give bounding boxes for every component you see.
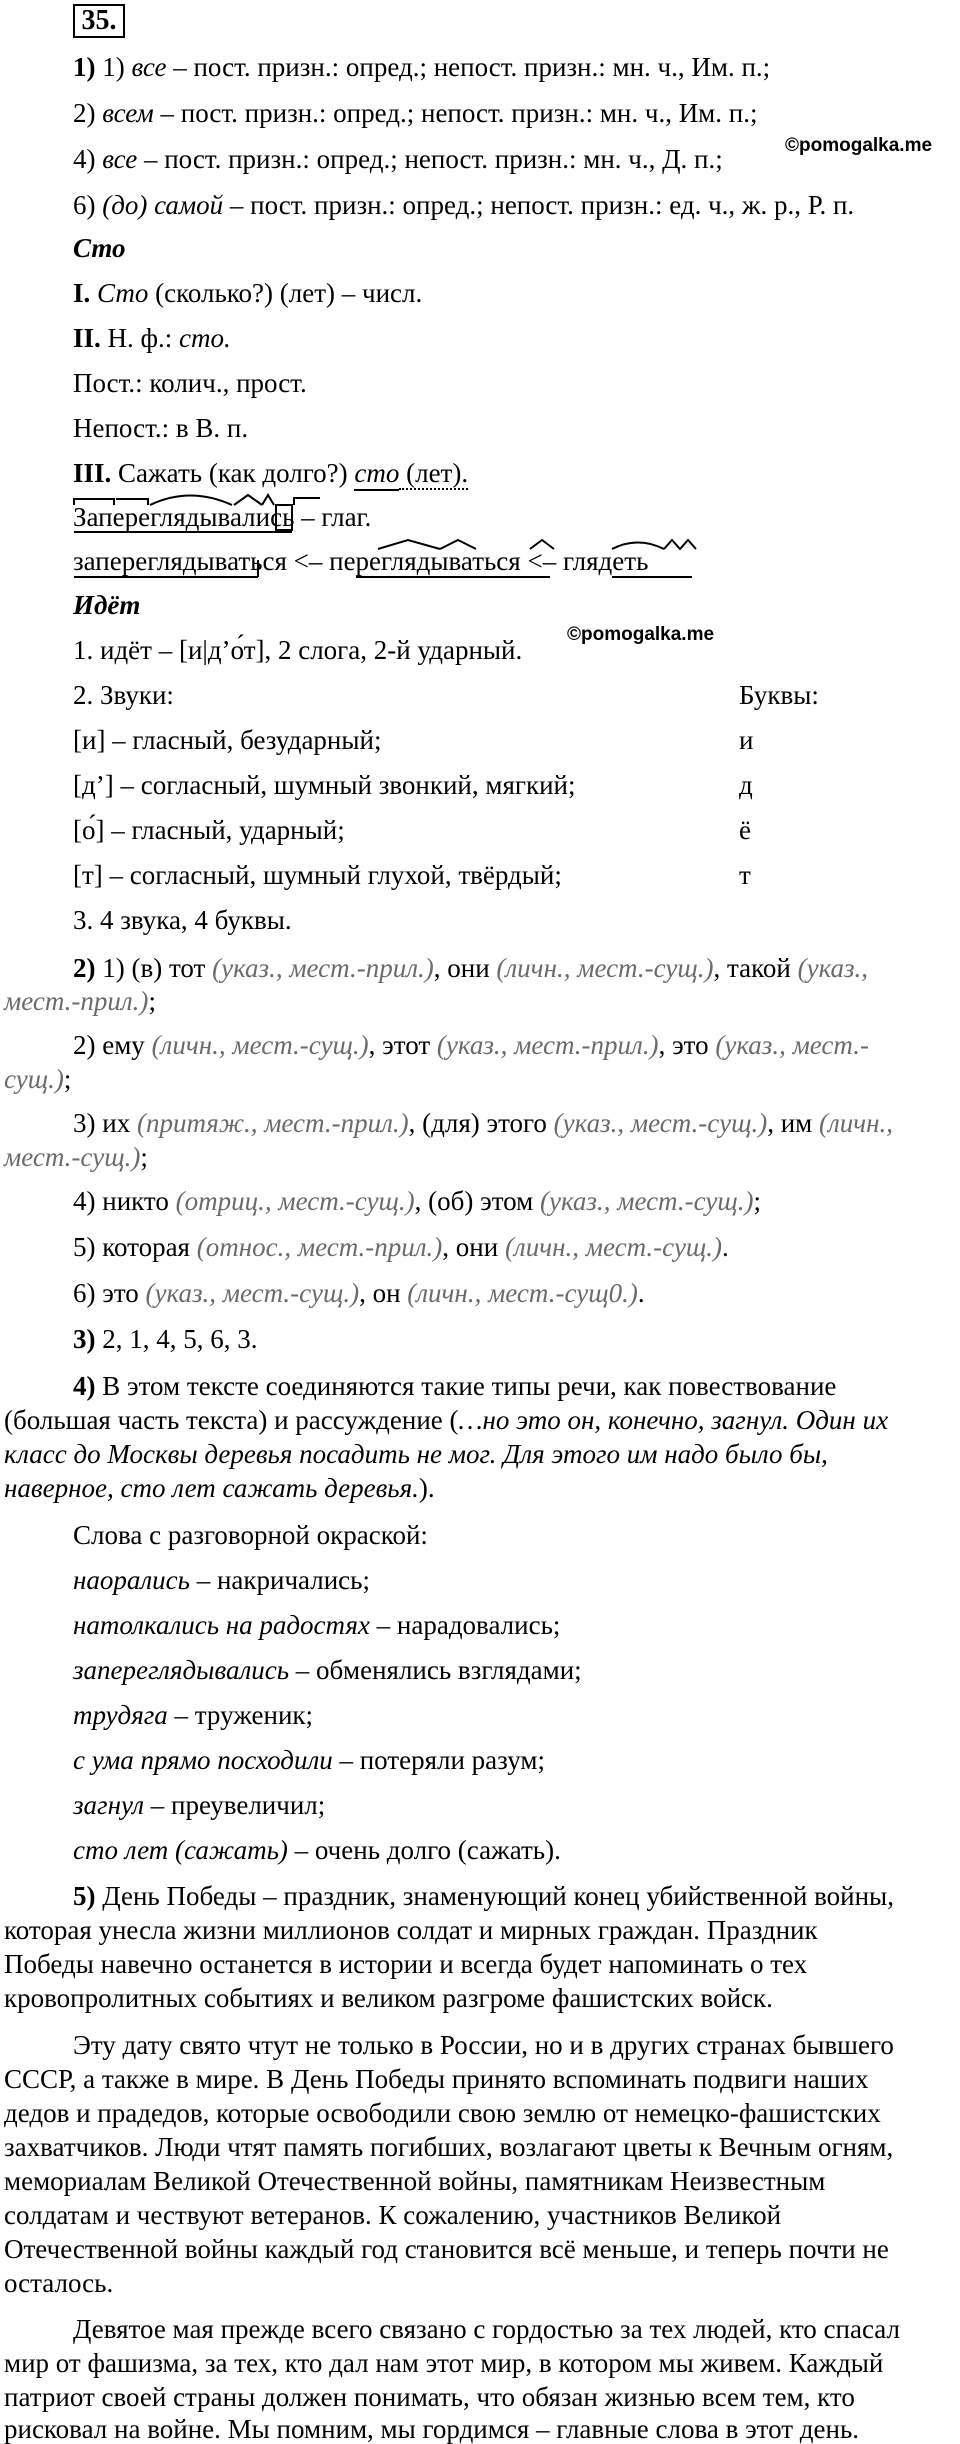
part5-p1-line-1 [73, 1883, 894, 1910]
meaning: – нарадовались; [369, 1610, 561, 1640]
letter-row-2: д [739, 770, 753, 800]
part4-line-3: класс до Москвы деревья посадить не мог. Для этого им надо было бы, [4, 1439, 828, 1469]
part5-p2-line-5: мемориалам Великой Отечественной войны, памятникам Неизвестным [4, 2166, 826, 2196]
meaning: – накричались; [189, 1565, 370, 1595]
item-number: 6) [73, 190, 103, 220]
text: ). [418, 1473, 435, 1503]
text: 2, 1, 4, 5, 6, 3. [95, 1324, 258, 1354]
text: День Победы – праздник, знаменующий конец убийственной войны, [95, 1881, 894, 1911]
annotation: (относ., мест.-прил.) [196, 1232, 443, 1262]
sound-row-3: [о́] – гласный, ударный; [73, 815, 345, 845]
text: 2) ему [73, 1030, 152, 1060]
part5-p2-line-3: дедов и прадедов, которые освободили свою землю от немецко-фашистских [4, 2098, 881, 2128]
sound-row-4: [т] – согласный, шумный глухой, твёрдый; [73, 860, 562, 890]
arrow: <– [520, 546, 563, 576]
annotation: (указ., мест.-прил.) [436, 1030, 659, 1060]
annotation: мест.-сущ.) [4, 1142, 141, 1172]
root-mark [612, 543, 664, 550]
part5-p2-line-2: СССР, а также в мире. В День Победы принято вспоминать подвиги наших [4, 2064, 869, 2094]
part2-line-5 [73, 1234, 729, 1261]
suffix-mark [234, 495, 262, 505]
text: , он [359, 1278, 408, 1308]
text: , этот [368, 1030, 437, 1060]
part5-p2-line-6: солдатам и чествуют ветеранов. К сожалению, участников Великой [4, 2200, 782, 2230]
chain-word-1: запереглядываться [73, 546, 287, 576]
idet-line-1: 1. идёт – [и|д’о́т], 2 слога, 2-й ударный. [73, 635, 523, 665]
annotation: (отриц., мест.-сущ.) [175, 1186, 415, 1216]
analysis: Н. ф.: [100, 323, 180, 353]
idet-heading: Идёт [73, 590, 141, 620]
text: ; [140, 1142, 148, 1172]
part-number: 4) [73, 1371, 96, 1401]
colloquial-word-4 [73, 1702, 313, 1729]
part5-p2-line-8: осталось. [4, 2268, 114, 2298]
part2-line-4 [73, 1188, 761, 1215]
part5-p1-line-2: которая унесла жизни миллионов солдат и мирных граждан. Праздник [4, 1915, 818, 1945]
annotation: (личн., мест.-сущ.) [496, 953, 714, 983]
word: все [131, 52, 167, 82]
text: ; [753, 1186, 762, 1216]
sound-row-2: [д’] – согласный, шумный звонкий, мягкий; [73, 770, 576, 800]
analysis: – пост. призн.: опред.; непост. призн.: ед. ч., ж. р., Р. п. [223, 190, 855, 220]
text: 1) (в) тот [95, 953, 213, 983]
analysis: (сколько?) (лет) – числ. [148, 278, 423, 308]
annotation: (личн., мест.-сущ.) [504, 1232, 723, 1262]
sto-heading: Сто [73, 233, 126, 263]
text: . [637, 1278, 645, 1308]
annotation: мест.-прил.) [4, 986, 149, 1016]
part2-line-2 [73, 1032, 869, 1059]
colloquial-word-6 [73, 1792, 325, 1819]
colloquial-word-1 [73, 1567, 370, 1594]
section-label: III. [73, 458, 112, 488]
sound-row-1: [и] – гласный, безударный; [73, 725, 382, 755]
quote: наверное, сто лет сажать деревья. [4, 1473, 419, 1503]
analysis: – пост. призн.: опред.; непост. призн.: мн. ч., Им. п.; [153, 98, 758, 128]
chain-word-2: переглядываться [329, 546, 521, 576]
morpheme-marks [0, 0, 960, 600]
colloquial-word-3 [73, 1657, 582, 1684]
annotation: (указ., мест.-сущ.) [553, 1108, 768, 1138]
part5-p3-line-1: Девятое мая прежде всего связано с гордостью за тех людей, кто спасал [73, 2314, 900, 2344]
text: , это [658, 1030, 716, 1060]
analysis: Сажать (как долго?) [111, 458, 355, 488]
sounds-label: 2. Звуки: [73, 680, 174, 710]
parsed-word: Запереглядывались [73, 502, 295, 532]
dotted-word: (лет). [399, 458, 469, 488]
underlined-word: сто [354, 458, 399, 491]
meaning: – потеряли разум; [332, 1745, 546, 1775]
text: , им [767, 1108, 820, 1138]
part5-p2-line-7: Отечественной войны каждый год становится всё меньше, и теперь почти не [4, 2234, 889, 2264]
part5-p2-line-4: захватчиков. Люди чтят память погибших, возлагают цветы к Вечным огням, [4, 2132, 894, 2162]
annotation: (указ., мест.-сущ.) [540, 1186, 754, 1216]
word: наорались [73, 1565, 190, 1595]
meaning: – преувеличил; [144, 1790, 326, 1820]
colloquial-word-7 [73, 1837, 561, 1864]
word: натолкались на радостях [73, 1610, 370, 1640]
word: загнул [73, 1790, 144, 1820]
text: . [722, 1232, 729, 1262]
suffix-mark [664, 540, 696, 549]
letter-row-4: т [739, 860, 751, 890]
annotation: (указ., мест.-прил.) [212, 953, 434, 983]
part2-line-1 [73, 955, 868, 982]
text: , (об) этом [414, 1186, 540, 1216]
watermark: ©pomogalka.me [785, 135, 933, 156]
annotation: (указ., [797, 953, 869, 983]
text: , они [442, 1232, 505, 1262]
word: все [102, 144, 138, 174]
word: трудяга [73, 1700, 168, 1730]
arrow: <– [286, 546, 330, 576]
word: запереглядывались [73, 1655, 290, 1685]
word: сто лет (сажать) [73, 1835, 288, 1865]
part-number: 3) [73, 1324, 96, 1354]
letter-row-3: ё [739, 815, 751, 845]
part2-line-3-cont [4, 1144, 148, 1171]
part2-line-3 [73, 1110, 893, 1137]
section-label: I. [73, 278, 91, 308]
meaning: – труженик; [167, 1700, 314, 1730]
annotation: сущ.) [4, 1064, 64, 1094]
part-number: 5) [73, 1881, 96, 1911]
text: (большая часть текста) и рассуждение ( [4, 1405, 459, 1435]
part2-line-1-cont [4, 988, 156, 1015]
text: 5) которая [73, 1232, 197, 1262]
annotation: (личн., мест.-сущ0.) [407, 1278, 638, 1308]
word: Сто [97, 278, 149, 308]
text: рисковал на войне. Мы помним, мы гордимся – главные слова в этот день. [4, 2414, 860, 2444]
root-mark [150, 496, 232, 506]
sto-post: Пост.: колич., прост. [73, 368, 307, 398]
part5-p2-line-1: Эту дату свято чтут не только в России, но и в других странах бывшего [73, 2030, 894, 2060]
annotation: (указ., мест.-сущ.) [145, 1278, 360, 1308]
part5-p1-line-4: кровопролитных событиях и великом разгроме фашистских войск. [4, 1983, 773, 2013]
prefix-mark [74, 499, 114, 505]
quote: …но это он, конечно, загнул. Один их [458, 1405, 889, 1435]
part2-line-2-cont [4, 1066, 71, 1093]
analysis: – глаг. [294, 502, 372, 532]
colloquial-word-2 [73, 1612, 560, 1639]
part2-line-6 [73, 1280, 645, 1307]
colloquial-label: Слова с разговорной окраской: [73, 1520, 428, 1550]
ending-mark [276, 505, 292, 530]
idet-summary: 3. 4 звука, 4 буквы. [73, 905, 292, 935]
sto-nepost: Непост.: в В. п. [73, 413, 249, 443]
task-number: 35. [73, 4, 125, 38]
part-number: 1) [73, 52, 96, 82]
part4-line-1 [73, 1373, 836, 1400]
analysis: – пост. призн.: опред.; непост. призн.: мн. ч., Д. п.; [137, 144, 723, 174]
text: , такой [713, 953, 798, 983]
part4-line-4 [4, 1475, 435, 1502]
annotation: (указ., мест.- [715, 1030, 869, 1060]
word: всем [102, 98, 154, 128]
text: 3) их [73, 1108, 137, 1138]
chain-word-3: глядеть [562, 546, 649, 576]
prefix-mark [116, 499, 148, 505]
word: (до) самой [102, 190, 224, 220]
postfix-mark [294, 498, 320, 505]
annotation: (личн., [819, 1108, 894, 1138]
text: , (для) этого [408, 1108, 554, 1138]
text: ; [148, 986, 156, 1016]
colloquial-word-5 [73, 1747, 545, 1774]
text: , они [433, 953, 497, 983]
text: 6) это [73, 1278, 146, 1308]
suffix-mark [530, 540, 554, 549]
meaning: – обменялись взглядами; [289, 1655, 582, 1685]
analysis: – пост. призн.: опред.; непост. призн.: мн. ч., Им. п.; [166, 52, 771, 82]
annotation: (личн., мест.-сущ.) [151, 1030, 369, 1060]
suffix-mark [440, 540, 476, 549]
part5-p3-line-3: патриот своей страны должен понимать, что обязан жизнью всем тем, кто [4, 2382, 855, 2412]
watermark: ©pomogalka.me [567, 624, 715, 645]
part5-p1-line-3: Победы навечно останется в истории и всегда будет напоминать о тех [4, 1949, 808, 1979]
part4-line-2 [4, 1407, 888, 1434]
letter-row-1: и [739, 725, 754, 755]
suffix-mark [262, 495, 274, 505]
word: с ума прямо посходили [73, 1745, 333, 1775]
text: 4) никто [73, 1186, 176, 1216]
part5-p3-line-4 [4, 2414, 860, 2444]
text: В этом тексте соединяются такие типы речи, как повествование [95, 1371, 837, 1401]
text: ; [63, 1064, 72, 1094]
section-label: II. [73, 323, 101, 353]
item-number: 4) [73, 144, 103, 174]
root-mark [378, 540, 440, 549]
part-number: 2) [73, 953, 96, 983]
item-number: 1) [95, 52, 132, 82]
part3-line [73, 1326, 258, 1353]
letters-label: Буквы: [739, 680, 819, 710]
part5-p3-line-2: мир от фашизма, за тех, кто дал нам этот мир, в котором мы живем. Каждый [4, 2348, 884, 2378]
item-number: 2) [73, 98, 103, 128]
annotation: (притяж., мест.-прил.) [136, 1108, 409, 1138]
meaning: – очень долго (сажать). [287, 1835, 561, 1865]
word: сто. [179, 323, 231, 353]
